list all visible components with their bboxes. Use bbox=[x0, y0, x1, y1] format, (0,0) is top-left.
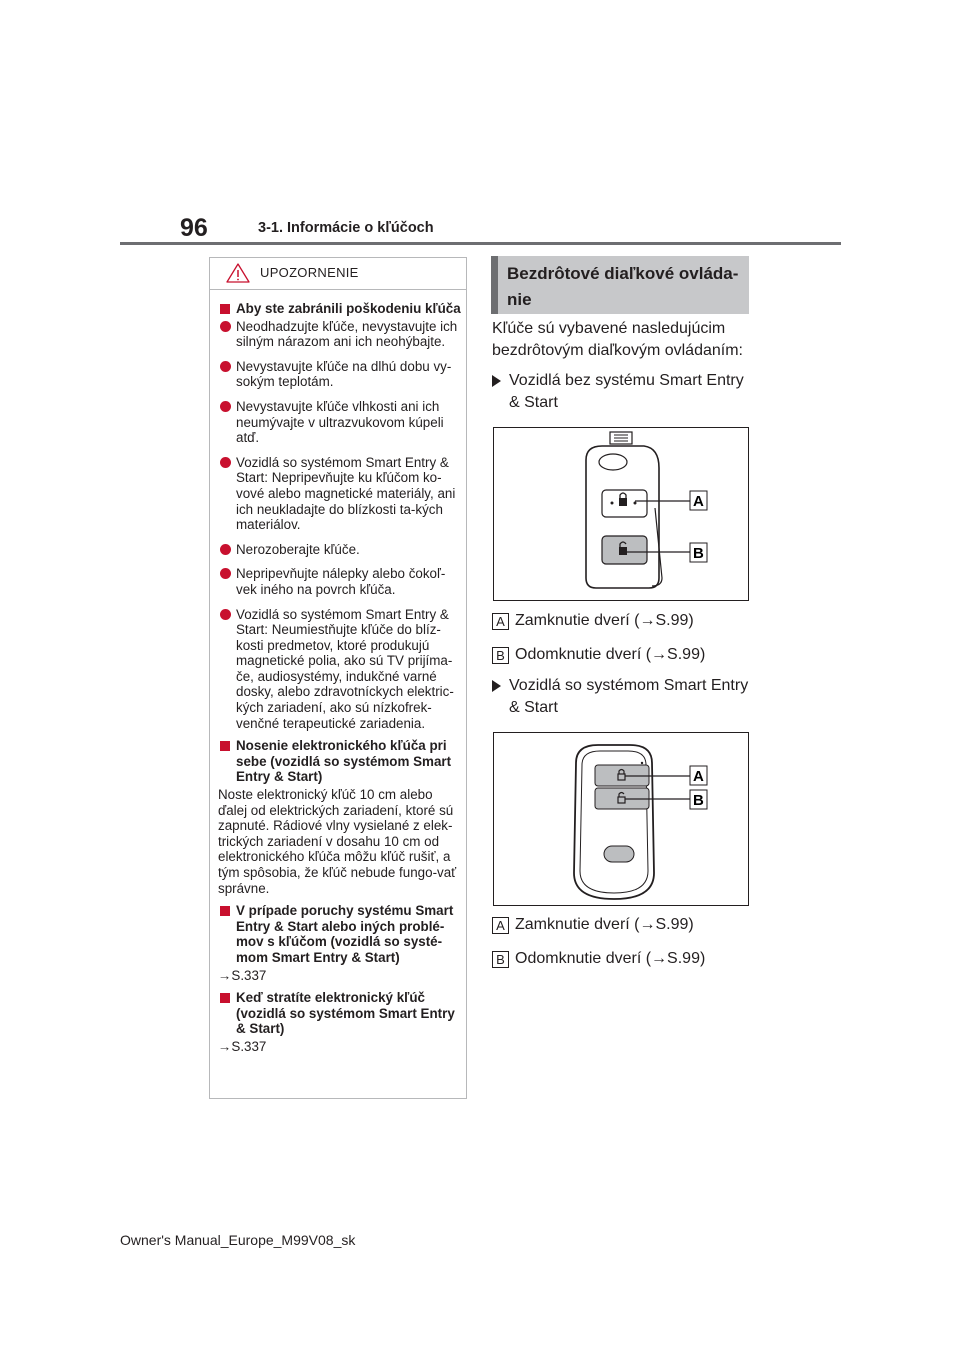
warning-bullet-item: Vozidlá so systémom Smart Entry & Start: Neumiestňujte kľúče do blíz-kosti predmetov, ktoré produkujú magnetické polia, ako sú TV prijíma-če, audiosystémy, indukčné varné dosky, alebo zdravotníckych elektric-kých zariadení, ako sú nízkofrek-venčné terapeutické zariadenia. bbox=[218, 607, 461, 732]
warning-bullet-item: Nepripevňujte nálepky alebo čokoľ-vek iného na povrch kľúča. bbox=[218, 566, 461, 597]
label-b-text: Odomknutie dverí (→S.99) bbox=[515, 646, 706, 663]
label-b-standard bbox=[492, 645, 705, 665]
variant-2-title bbox=[492, 675, 752, 719]
triangle-bullet-icon bbox=[492, 375, 501, 387]
header-rule bbox=[120, 242, 841, 245]
label-a-standard bbox=[492, 611, 694, 631]
svg-text:B: B bbox=[693, 545, 704, 562]
label-b-box: B bbox=[492, 951, 509, 968]
warning-label: UPOZORNENIE bbox=[260, 265, 359, 280]
svg-text:A: A bbox=[693, 493, 704, 510]
warning-triangle-icon bbox=[226, 263, 250, 283]
svg-text:A: A bbox=[693, 768, 704, 785]
warning-box bbox=[209, 257, 467, 1099]
key-figure-smart bbox=[493, 732, 749, 906]
label-a-smart bbox=[492, 915, 694, 935]
variant-2-title-text: Vozidlá so systémom Smart Entry & Start bbox=[509, 677, 749, 716]
warning-header bbox=[210, 258, 466, 290]
warning-subheading: V prípade poruchy systému Smart Entry & Start alebo iných problé-mov s kľúčom (vozidlá so systé-mom Smart Entry & Start) bbox=[218, 903, 461, 965]
remote-intro: Kľúče sú vybavené nasledujúcim bezdrôtovým diaľkovým ovládaním: bbox=[492, 320, 743, 359]
label-a-text: Zamknutie dverí (→S.99) bbox=[515, 916, 694, 933]
warning-bullet-item: Neodhadzujte kľúče, nevystavujte ich silným nárazom ani ich neohýbajte. bbox=[218, 319, 461, 350]
warning-bullet-item: Nevystavujte kľúče vlhkosti ani ich neumývajte v ultrazvukovom kúpeli atď. bbox=[218, 399, 461, 446]
label-b-text: Odomknutie dverí (→S.99) bbox=[515, 950, 706, 967]
remote-section-heading: Bezdrôtové diaľkové ovláda-nie bbox=[491, 256, 749, 314]
warning-page-reference: →S.337 bbox=[218, 967, 267, 983]
label-a-text: Zamknutie dverí (→S.99) bbox=[515, 612, 694, 629]
label-a-box: A bbox=[492, 917, 509, 934]
triangle-bullet-icon bbox=[492, 680, 501, 692]
svg-text:B: B bbox=[693, 792, 704, 809]
key-figure-standard bbox=[493, 427, 749, 601]
warning-subheading: Keď stratíte elektronický kľúč (vozidlá so systémom Smart Entry & Start) bbox=[218, 990, 461, 1037]
smart-key-illustration bbox=[494, 733, 750, 907]
page-number: 96 bbox=[180, 214, 208, 242]
warning-subheading: Aby ste zabránili poškodeniu kľúča bbox=[218, 301, 461, 317]
label-a-box: A bbox=[492, 613, 509, 630]
warning-page-reference: →S.337 bbox=[218, 1038, 267, 1054]
label-b-smart bbox=[492, 949, 705, 969]
warning-bullet-item: Vozidlá so systémom Smart Entry & Start: Nepripevňujte ku kľúčom ko-vové alebo magnetické materiály, ani ich neukladajte do blízkosti ta-kých materiálov. bbox=[218, 455, 461, 533]
footer-manual-id: Owner's Manual_Europe_M99V08_sk bbox=[120, 1232, 356, 1248]
variant-1-title bbox=[492, 370, 752, 414]
warning-bullet-item: Nerozoberajte kľúče. bbox=[218, 542, 461, 558]
variant-1-title-text: Vozidlá bez systému Smart Entry & Start bbox=[509, 372, 744, 411]
warning-subheading: Nosenie elektronického kľúča pri sebe (vozidlá so systémom Smart Entry & Start) bbox=[218, 738, 461, 785]
flip-key-illustration bbox=[494, 428, 750, 602]
section-title: 3-1. Informácie o kľúčoch bbox=[258, 220, 434, 236]
warning-body bbox=[210, 290, 466, 1055]
label-b-box: B bbox=[492, 647, 509, 664]
warning-paragraph: Noste elektronický kľúč 10 cm alebo ďalej od elektrických zariadení, ktoré sú zapnuté. Rádiové vlny vysielané z elek-trických zariadení v dosahu 10 cm od elektronického kľúča môžu kľúč rušiť, a tým spôsobia, že kľúč nebude fungo-vať správne. bbox=[218, 787, 457, 896]
warning-bullet-item: Nevystavujte kľúče na dlhú dobu vy-sokým teplotám. bbox=[218, 359, 461, 390]
